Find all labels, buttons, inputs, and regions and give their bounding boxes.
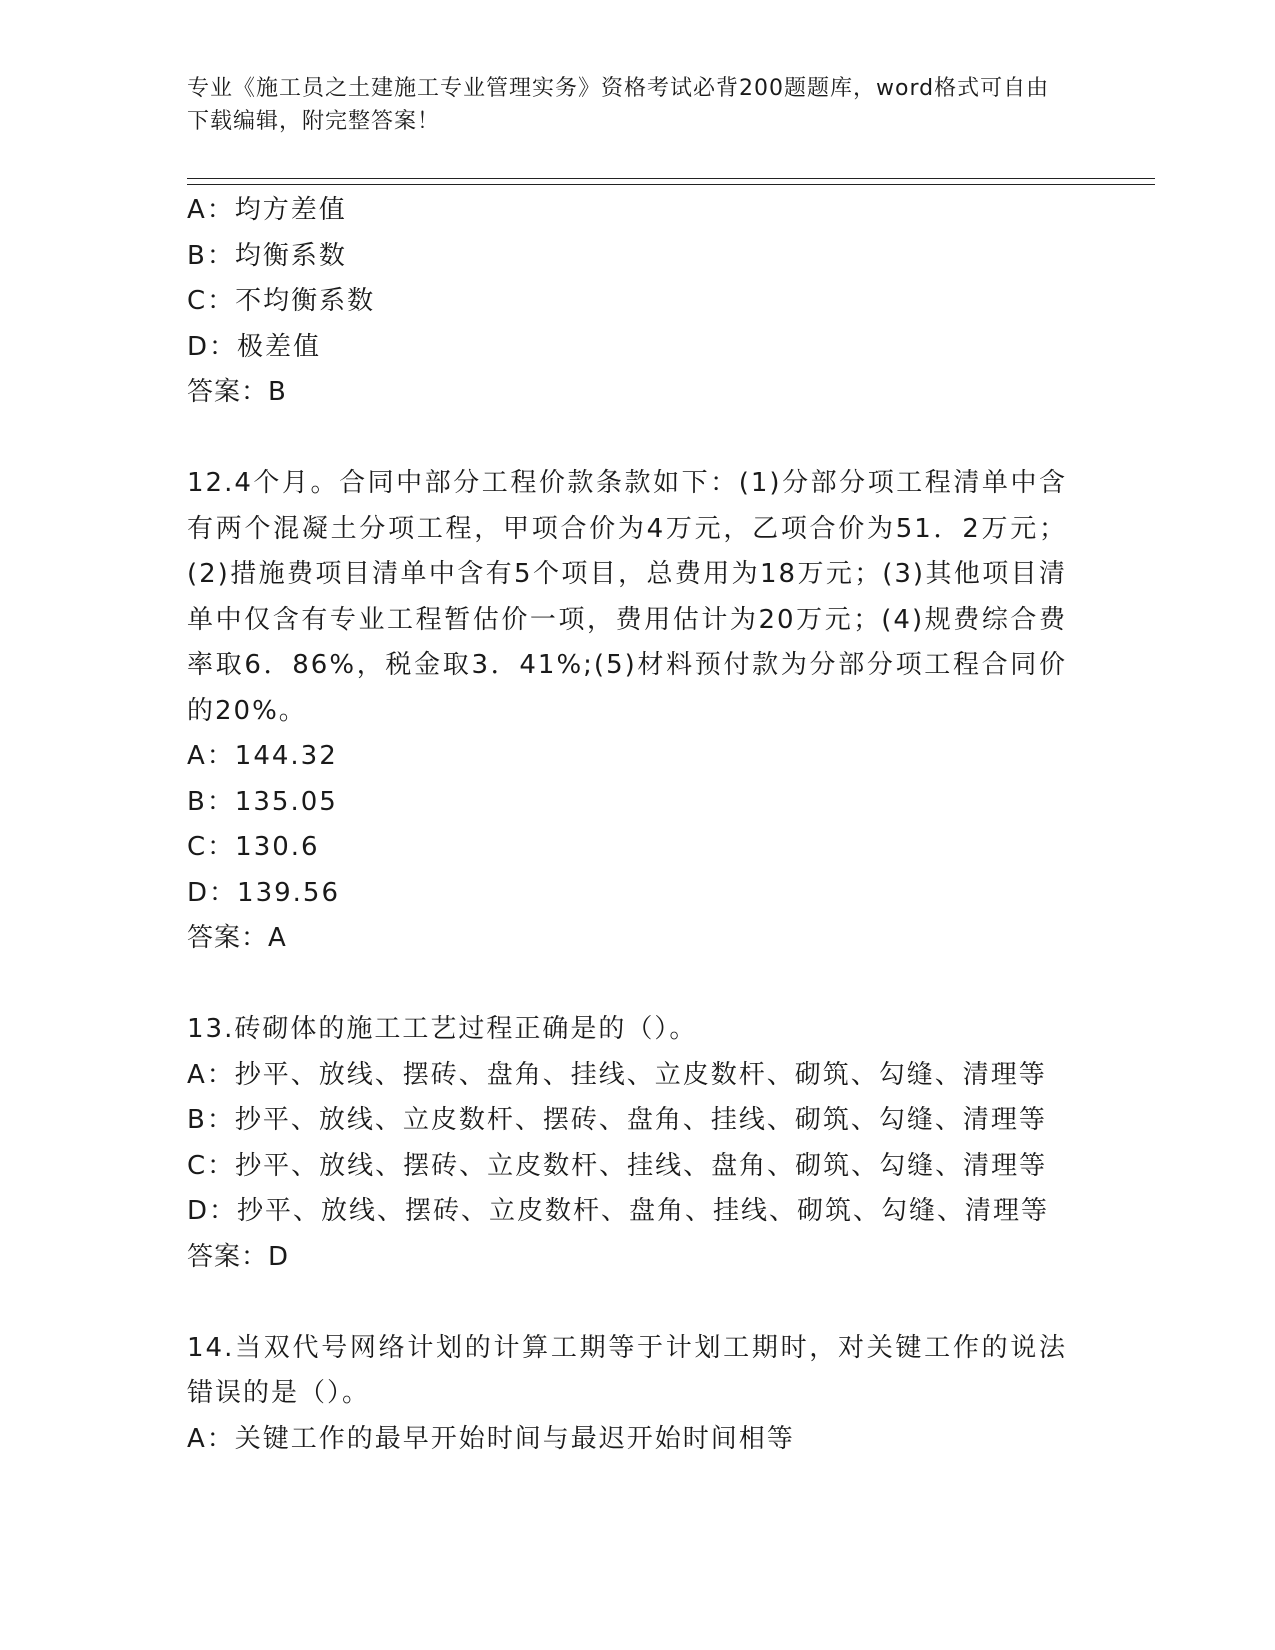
option-d: D：抄平、放线、摆砖、立皮数杆、盘角、挂线、砌筑、勾缝、清理等 bbox=[187, 1196, 1050, 1226]
answer-line: 答案：D bbox=[187, 1241, 290, 1272]
block-spacer bbox=[187, 962, 1077, 1008]
document-header bbox=[187, 72, 1067, 138]
question-text: 13.砖砌体的施工工艺过程正确是的（）。 bbox=[187, 1014, 698, 1044]
header-divider bbox=[187, 178, 1155, 185]
option-a: A：144.32 bbox=[187, 741, 338, 771]
question-block-12 bbox=[187, 461, 1077, 962]
option-a: A：均方差值 bbox=[187, 195, 347, 225]
option-d: D：极差值 bbox=[187, 331, 322, 362]
answer-line: 答案：A bbox=[187, 923, 287, 953]
question-block-11 bbox=[187, 188, 1077, 416]
option-b: B：135.05 bbox=[187, 786, 338, 817]
option-c: C：抄平、放线、摆砖、立皮数杆、挂线、盘角、砌筑、勾缝、清理等 bbox=[187, 1150, 1048, 1181]
answer-line: 答案：B bbox=[187, 377, 287, 407]
option-b: B：抄平、放线、立皮数杆、摆砖、盘角、挂线、砌筑、勾缝、清理等 bbox=[187, 1105, 1047, 1135]
option-a: A：抄平、放线、摆砖、盘角、挂线、立皮数杆、砌筑、勾缝、清理等 bbox=[187, 1059, 1047, 1090]
question-text: 14.当双代号网络计划的计算工期等于计划工期时，对关键工作的说法错误的是（）。 bbox=[187, 1332, 1067, 1408]
option-d: D：139.56 bbox=[187, 877, 340, 908]
question-block-13 bbox=[187, 1007, 1077, 1280]
document-body bbox=[187, 188, 1077, 1462]
block-spacer bbox=[187, 1280, 1077, 1326]
question-block-14 bbox=[187, 1326, 1077, 1463]
question-text: 12.4个月。合同中部分工程价款条款如下：(1)分部分项工程清单中含有两个混凝土分项工程，甲项合价为4万元，乙项合价为51．2万元；(2)措施费项目清单中含有5个项目，总费用为18万元；(3)其他项目清单中仅含有专业工程暂估价一项，费用估计为20万元；(4)规费综合费率取6．86%，税金取3．41%;(5)材料预付款为分部分项工程合同价的20%。 bbox=[187, 468, 1067, 726]
option-c: C：不均衡系数 bbox=[187, 286, 376, 316]
option-a: A：关键工作的最早开始时间与最迟开始时间相等 bbox=[187, 1423, 795, 1454]
block-spacer bbox=[187, 416, 1077, 462]
option-b: B：均衡系数 bbox=[187, 240, 347, 271]
header-title: 专业《施工员之土建施工专业管理实务》资格考试必背200题题库，word格式可自由下载编辑，附完整答案！ bbox=[187, 76, 1050, 134]
option-c: C：130.6 bbox=[187, 832, 320, 862]
